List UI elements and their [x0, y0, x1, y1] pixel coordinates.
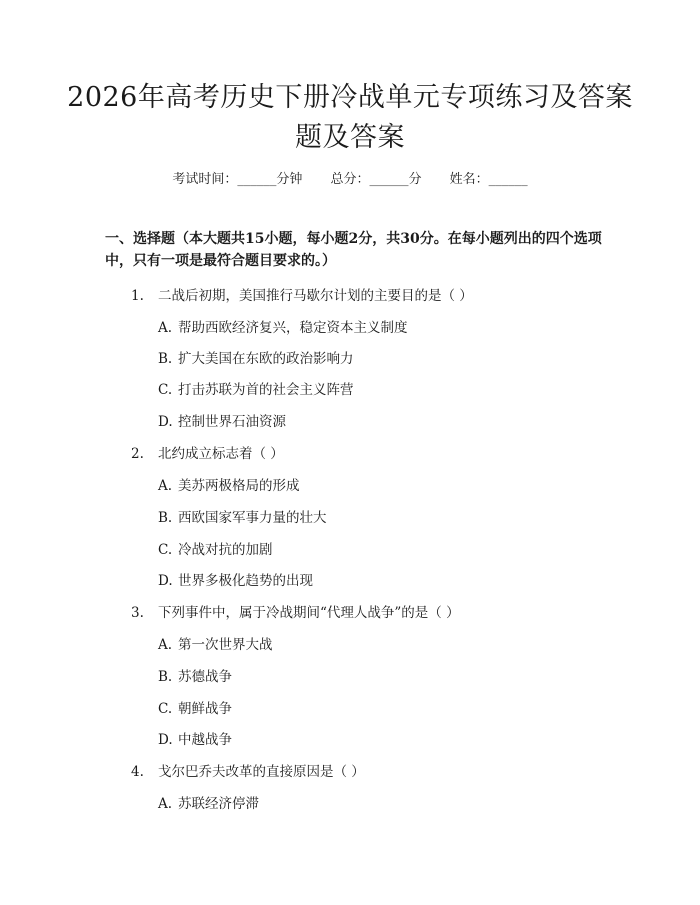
- question-1-option-d: [158, 410, 286, 430]
- option-text: 中越战争: [178, 732, 232, 748]
- question-4: [131, 760, 365, 780]
- question-3-option-b: [158, 665, 232, 685]
- exam-meta: [0, 168, 700, 187]
- question-text: 北约成立标志着（ ）: [158, 446, 284, 462]
- question-1-option-b: [158, 347, 354, 367]
- option-text: 朝鲜战争: [178, 701, 232, 717]
- question-2: [131, 442, 284, 462]
- option-letter: A.: [158, 796, 173, 812]
- option-text: 美苏两极格局的形成: [178, 478, 300, 494]
- option-text: 控制世界石油资源: [178, 414, 286, 430]
- option-letter: D.: [158, 732, 173, 748]
- option-letter: A.: [158, 320, 173, 336]
- option-text: 苏德战争: [178, 669, 232, 685]
- option-text: 扩大美国在东欧的政治影响力: [178, 351, 354, 367]
- option-letter: A.: [158, 637, 173, 653]
- question-3-option-a: [158, 633, 273, 653]
- question-2-option-c: [158, 538, 273, 558]
- option-text: 第一次世界大战: [178, 637, 273, 653]
- option-letter: B.: [158, 351, 173, 367]
- question-2-option-d: [158, 569, 313, 589]
- question-3-option-c: [158, 697, 232, 717]
- question-1-option-c: [158, 378, 354, 398]
- question-4-option-a: [158, 792, 259, 812]
- option-text: 帮助西欧经济复兴，稳定资本主义制度: [178, 320, 408, 336]
- question-2-option-a: [158, 474, 300, 494]
- student-name-field: 姓名：______: [449, 172, 528, 187]
- question-3-option-d: [158, 728, 232, 748]
- option-letter: C.: [158, 542, 173, 558]
- question-3: [131, 601, 460, 621]
- option-letter: C.: [158, 701, 173, 717]
- question-1-option-a: [158, 316, 408, 336]
- question-number: 1.: [131, 288, 144, 304]
- option-text: 西欧国家军事力量的壮大: [178, 510, 327, 526]
- option-letter: A.: [158, 478, 173, 494]
- question-text: 戈尔巴乔夫改革的直接原因是（ ）: [158, 764, 365, 780]
- option-letter: D.: [158, 414, 173, 430]
- option-letter: C.: [158, 382, 173, 398]
- question-1: [131, 284, 473, 304]
- option-letter: B.: [158, 669, 173, 685]
- option-text: 世界多极化趋势的出现: [178, 573, 313, 589]
- question-number: 4.: [131, 764, 144, 780]
- question-text: 下列事件中，属于冷战期间“代理人战争”的是（ ）: [158, 605, 460, 621]
- question-number: 3.: [131, 605, 144, 621]
- option-letter: B.: [158, 510, 173, 526]
- option-text: 冷战对抗的加剧: [178, 542, 273, 558]
- exam-time-field: 考试时间：______分钟: [172, 172, 303, 187]
- question-number: 2.: [131, 446, 144, 462]
- option-text: 苏联经济停滞: [178, 796, 259, 812]
- option-text: 打击苏联为首的社会主义阵营: [178, 382, 354, 398]
- question-2-option-b: [158, 506, 327, 526]
- total-score-field: 总分：______分: [330, 172, 422, 187]
- question-text: 二战后初期，美国推行马歇尔计划的主要目的是（ ）: [158, 288, 473, 304]
- document-title: 2026年高考历史下册冷战单元专项练习及答案题及答案: [67, 82, 633, 153]
- section-heading: 一、选择题（本大题共15小题，每小题2分，共30分。在每小题列出的四个选项中，只有一项是最符合题目要求的。）: [105, 231, 602, 269]
- option-letter: D.: [158, 573, 173, 589]
